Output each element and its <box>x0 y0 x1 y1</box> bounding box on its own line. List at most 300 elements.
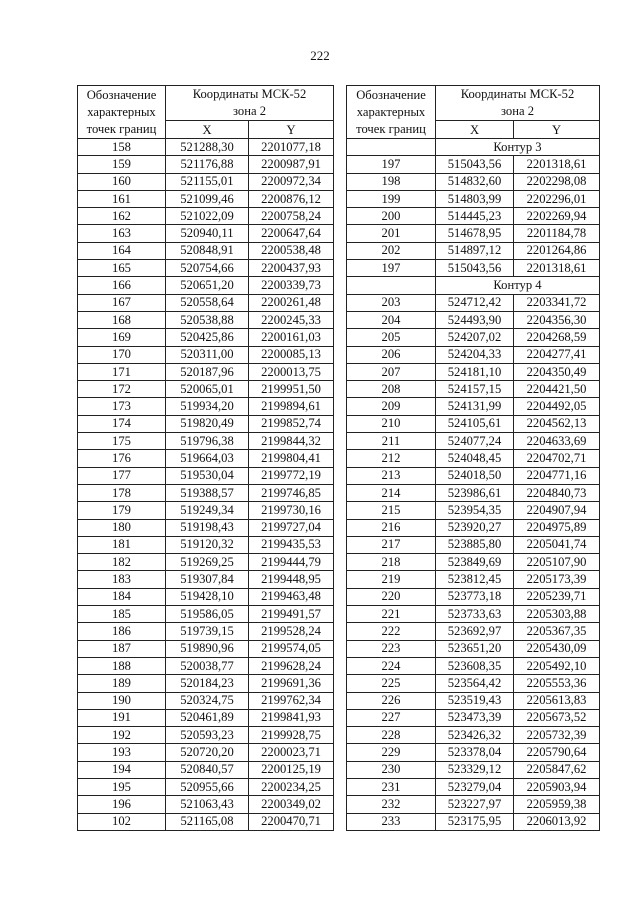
x-coordinate-cell: 520593,23 <box>166 727 249 744</box>
y-coordinate-cell: 2199844,32 <box>249 433 334 450</box>
table-row <box>347 260 600 277</box>
point-id-cell: 213 <box>347 467 436 484</box>
y-coordinate-cell: 2200085,13 <box>249 346 334 363</box>
y-coordinate-cell: 2204356,30 <box>514 311 600 328</box>
y-coordinate-cell: 2199852,74 <box>249 415 334 432</box>
x-coordinate-cell: 514803,99 <box>436 190 514 207</box>
y-coordinate-cell: 2205239,71 <box>514 588 600 605</box>
table-row <box>347 311 600 328</box>
point-id-cell: 203 <box>347 294 436 311</box>
y-coordinate-cell: 2199727,04 <box>249 519 334 536</box>
point-id-cell: 205 <box>347 329 436 346</box>
y-coordinate-cell: 2200161,03 <box>249 329 334 346</box>
y-coordinate-cell: 2205847,62 <box>514 761 600 778</box>
table-row <box>347 709 600 726</box>
point-id-cell: 223 <box>347 640 436 657</box>
point-id-cell: 219 <box>347 571 436 588</box>
x-coordinate-cell: 519586,05 <box>166 606 249 623</box>
point-id-cell: 201 <box>347 225 436 242</box>
table-row <box>347 571 600 588</box>
y-coordinate-cell: 2199730,16 <box>249 502 334 519</box>
x-coordinate-cell: 524493,90 <box>436 311 514 328</box>
point-id-cell: 170 <box>78 346 166 363</box>
y-coordinate-cell: 2200339,73 <box>249 277 334 294</box>
x-coordinate-cell: 519530,04 <box>166 467 249 484</box>
table-row <box>347 623 600 640</box>
table-row <box>347 398 600 415</box>
table-row <box>78 519 334 536</box>
point-id-cell: 225 <box>347 675 436 692</box>
y-coordinate-cell: 2205959,38 <box>514 796 600 813</box>
table-row <box>347 433 600 450</box>
header-label-line: Обозначение <box>356 87 426 102</box>
y-coordinate-cell: 2204907,94 <box>514 502 600 519</box>
point-id-cell: 190 <box>78 692 166 709</box>
x-coordinate-cell: 524105,61 <box>436 415 514 432</box>
table-row <box>78 761 334 778</box>
point-id-cell: 217 <box>347 536 436 553</box>
point-id-cell: 159 <box>78 156 166 173</box>
table-row <box>78 727 334 744</box>
y-coordinate-cell: 2205613,83 <box>514 692 600 709</box>
y-coordinate-cell: 2204702,71 <box>514 450 600 467</box>
table-row <box>78 415 334 432</box>
y-coordinate-cell: 2205790,64 <box>514 744 600 761</box>
x-coordinate-cell: 524157,15 <box>436 381 514 398</box>
contour-label: Контур 3 <box>436 139 600 156</box>
point-id-cell: 179 <box>78 502 166 519</box>
table-row <box>78 398 334 415</box>
y-coordinate-cell: 2200538,48 <box>249 242 334 259</box>
point-id-cell: 164 <box>78 242 166 259</box>
table-row <box>347 450 600 467</box>
point-id-cell: 173 <box>78 398 166 415</box>
y-coordinate-cell: 2201077,18 <box>249 139 334 156</box>
table-row <box>78 623 334 640</box>
header-label-line: точек границ <box>356 121 426 136</box>
point-id-cell: 194 <box>78 761 166 778</box>
y-coordinate-cell: 2199574,05 <box>249 640 334 657</box>
point-id-cell: 168 <box>78 311 166 328</box>
x-coordinate-cell: 515043,56 <box>436 156 514 173</box>
x-coordinate-cell: 519269,25 <box>166 554 249 571</box>
page-number: 222 <box>310 48 330 63</box>
table-row <box>78 433 334 450</box>
x-coordinate-cell: 523329,12 <box>436 761 514 778</box>
point-id-cell: 165 <box>78 260 166 277</box>
header-coord-line: Координаты МСК-52 <box>192 87 307 101</box>
table-row <box>347 415 600 432</box>
x-coordinate-cell: 524207,02 <box>436 329 514 346</box>
y-coordinate-cell: 2200987,91 <box>249 156 334 173</box>
point-id-cell: 180 <box>78 519 166 536</box>
x-coordinate-cell: 523227,97 <box>436 796 514 813</box>
y-coordinate-cell: 2199804,41 <box>249 450 334 467</box>
point-id-cell: 161 <box>78 190 166 207</box>
table-row <box>347 156 600 173</box>
x-coordinate-cell: 524131,99 <box>436 398 514 415</box>
table-row <box>78 346 334 363</box>
y-coordinate-cell: 2205041,74 <box>514 536 600 553</box>
point-id-cell: 197 <box>347 260 436 277</box>
x-coordinate-cell: 523426,32 <box>436 727 514 744</box>
point-id-cell: 160 <box>78 173 166 190</box>
table-row <box>347 536 600 553</box>
table-row <box>347 329 600 346</box>
x-coordinate-cell: 524048,45 <box>436 450 514 467</box>
y-coordinate-cell: 2200349,02 <box>249 796 334 813</box>
table-row <box>78 709 334 726</box>
x-coordinate-cell: 520558,64 <box>166 294 249 311</box>
y-coordinate-cell: 2205367,35 <box>514 623 600 640</box>
x-coordinate-cell: 519428,10 <box>166 588 249 605</box>
point-id-cell: 214 <box>347 484 436 501</box>
header-label-line: характерных <box>356 104 426 119</box>
table-row <box>78 778 334 795</box>
contour-label: Контур 4 <box>436 277 600 294</box>
table-row <box>78 675 334 692</box>
table-row <box>347 467 600 484</box>
x-coordinate-cell: 519388,57 <box>166 484 249 501</box>
header-coord-line: зона 2 <box>501 104 534 118</box>
x-coordinate-cell: 519796,38 <box>166 433 249 450</box>
table-row <box>78 294 334 311</box>
x-coordinate-cell: 521099,46 <box>166 190 249 207</box>
point-id-cell: 187 <box>78 640 166 657</box>
y-coordinate-cell: 2204840,73 <box>514 484 600 501</box>
x-coordinate-cell: 514897,12 <box>436 242 514 259</box>
x-coordinate-cell: 520940,11 <box>166 225 249 242</box>
y-coordinate-cell: 2199528,24 <box>249 623 334 640</box>
x-coordinate-cell: 520538,88 <box>166 311 249 328</box>
x-coordinate-cell: 520187,96 <box>166 363 249 380</box>
table-row <box>78 554 334 571</box>
column-header-x: X <box>436 121 514 139</box>
table-row <box>78 208 334 225</box>
table-row <box>347 761 600 778</box>
y-coordinate-cell: 2200125,19 <box>249 761 334 778</box>
y-coordinate-cell: 2200437,93 <box>249 260 334 277</box>
y-coordinate-cell: 2205107,90 <box>514 554 600 571</box>
x-coordinate-cell: 524204,33 <box>436 346 514 363</box>
y-coordinate-cell: 2199435,53 <box>249 536 334 553</box>
y-coordinate-cell: 2205673,52 <box>514 709 600 726</box>
point-id-cell: 229 <box>347 744 436 761</box>
x-coordinate-cell: 523849,69 <box>436 554 514 571</box>
y-coordinate-cell: 2204975,89 <box>514 519 600 536</box>
contour-row <box>347 139 600 156</box>
y-coordinate-cell: 2200245,33 <box>249 311 334 328</box>
y-coordinate-cell: 2199463,48 <box>249 588 334 605</box>
table-row <box>78 381 334 398</box>
column-header-x: X <box>166 121 249 139</box>
table-row <box>347 554 600 571</box>
coordinates-table-right <box>346 85 600 831</box>
table-row <box>78 640 334 657</box>
point-id-cell: 177 <box>78 467 166 484</box>
x-coordinate-cell: 520311,00 <box>166 346 249 363</box>
x-coordinate-cell: 519664,03 <box>166 450 249 467</box>
table-row <box>347 225 600 242</box>
table-row <box>78 657 334 674</box>
y-coordinate-cell: 2202269,94 <box>514 208 600 225</box>
table-row <box>347 692 600 709</box>
y-coordinate-cell: 2200758,24 <box>249 208 334 225</box>
y-coordinate-cell: 2205553,36 <box>514 675 600 692</box>
x-coordinate-cell: 514445,23 <box>436 208 514 225</box>
x-coordinate-cell: 520038,77 <box>166 657 249 674</box>
y-coordinate-cell: 2205303,88 <box>514 606 600 623</box>
x-coordinate-cell: 521288,30 <box>166 139 249 156</box>
table-row <box>78 502 334 519</box>
column-header-coordinates <box>436 86 600 121</box>
x-coordinate-cell: 520184,23 <box>166 675 249 692</box>
point-id-cell: 206 <box>347 346 436 363</box>
table-row <box>78 242 334 259</box>
y-coordinate-cell: 2199894,61 <box>249 398 334 415</box>
x-coordinate-cell: 524018,50 <box>436 467 514 484</box>
y-coordinate-cell: 2205430,09 <box>514 640 600 657</box>
table-row <box>78 692 334 709</box>
y-coordinate-cell: 2204492,05 <box>514 398 600 415</box>
table-row <box>78 467 334 484</box>
x-coordinate-cell: 523812,45 <box>436 571 514 588</box>
point-id-cell: 210 <box>347 415 436 432</box>
table-row <box>78 260 334 277</box>
x-coordinate-cell: 523519,43 <box>436 692 514 709</box>
table-row <box>78 363 334 380</box>
point-id-cell: 162 <box>78 208 166 225</box>
y-coordinate-cell: 2199691,36 <box>249 675 334 692</box>
x-coordinate-cell: 523608,35 <box>436 657 514 674</box>
point-id-cell: 222 <box>347 623 436 640</box>
y-coordinate-cell: 2204277,41 <box>514 346 600 363</box>
point-id-cell: 228 <box>347 727 436 744</box>
point-id-cell: 230 <box>347 761 436 778</box>
y-coordinate-cell: 2199448,95 <box>249 571 334 588</box>
table-row <box>347 208 600 225</box>
table-row <box>347 190 600 207</box>
y-coordinate-cell: 2203341,72 <box>514 294 600 311</box>
header-label-line: Обозначение <box>86 87 157 102</box>
contour-spacer-cell <box>347 139 436 156</box>
point-id-cell: 175 <box>78 433 166 450</box>
header-label-line: точек границ <box>86 121 157 136</box>
point-id-cell: 198 <box>347 173 436 190</box>
table-row <box>347 381 600 398</box>
y-coordinate-cell: 2200023,71 <box>249 744 334 761</box>
x-coordinate-cell: 521155,01 <box>166 173 249 190</box>
y-coordinate-cell: 2206013,92 <box>514 813 600 830</box>
x-coordinate-cell: 519739,15 <box>166 623 249 640</box>
coordinates-table-left <box>77 85 334 831</box>
point-id-cell: 191 <box>78 709 166 726</box>
x-coordinate-cell: 521063,43 <box>166 796 249 813</box>
table-row <box>78 588 334 605</box>
x-coordinate-cell: 523692,97 <box>436 623 514 640</box>
x-coordinate-cell: 523733,63 <box>436 606 514 623</box>
y-coordinate-cell: 2204268,59 <box>514 329 600 346</box>
table-body-left <box>78 139 334 831</box>
column-header-coordinates <box>166 86 334 121</box>
x-coordinate-cell: 519307,84 <box>166 571 249 588</box>
point-id-cell: 218 <box>347 554 436 571</box>
table-row <box>347 346 600 363</box>
x-coordinate-cell: 520065,01 <box>166 381 249 398</box>
point-id-cell: 212 <box>347 450 436 467</box>
point-id-cell: 167 <box>78 294 166 311</box>
contour-spacer-cell <box>347 277 436 294</box>
x-coordinate-cell: 523920,27 <box>436 519 514 536</box>
point-id-cell: 183 <box>78 571 166 588</box>
point-id-cell: 176 <box>78 450 166 467</box>
point-id-cell: 224 <box>347 657 436 674</box>
x-coordinate-cell: 520425,86 <box>166 329 249 346</box>
y-coordinate-cell: 2200470,71 <box>249 813 334 830</box>
point-id-cell: 226 <box>347 692 436 709</box>
table-row <box>78 311 334 328</box>
x-coordinate-cell: 520848,91 <box>166 242 249 259</box>
point-id-cell: 231 <box>347 778 436 795</box>
point-id-cell: 202 <box>347 242 436 259</box>
point-id-cell: 166 <box>78 277 166 294</box>
table-row <box>78 536 334 553</box>
point-id-cell: 208 <box>347 381 436 398</box>
y-coordinate-cell: 2200972,34 <box>249 173 334 190</box>
point-id-cell: 174 <box>78 415 166 432</box>
x-coordinate-cell: 515043,56 <box>436 260 514 277</box>
y-coordinate-cell: 2199762,34 <box>249 692 334 709</box>
point-id-cell: 204 <box>347 311 436 328</box>
column-header-y: Y <box>514 121 600 139</box>
x-coordinate-cell: 519820,49 <box>166 415 249 432</box>
y-coordinate-cell: 2199951,50 <box>249 381 334 398</box>
table-row <box>78 225 334 242</box>
x-coordinate-cell: 521165,08 <box>166 813 249 830</box>
x-coordinate-cell: 514832,60 <box>436 173 514 190</box>
table-row <box>347 484 600 501</box>
y-coordinate-cell: 2205903,94 <box>514 778 600 795</box>
y-coordinate-cell: 2199444,79 <box>249 554 334 571</box>
point-id-cell: 169 <box>78 329 166 346</box>
point-id-cell: 178 <box>78 484 166 501</box>
table-row <box>78 156 334 173</box>
point-id-cell: 184 <box>78 588 166 605</box>
y-coordinate-cell: 2200261,48 <box>249 294 334 311</box>
table-row <box>78 813 334 830</box>
table-body-right <box>347 139 600 831</box>
x-coordinate-cell: 520840,57 <box>166 761 249 778</box>
column-header-point-label <box>347 86 436 139</box>
point-id-cell: 171 <box>78 363 166 380</box>
point-id-cell: 102 <box>78 813 166 830</box>
table-row <box>78 277 334 294</box>
header-coord-line: зона 2 <box>233 104 266 118</box>
point-id-cell: 216 <box>347 519 436 536</box>
header-coord-line: Координаты МСК-52 <box>460 87 575 101</box>
x-coordinate-cell: 524712,42 <box>436 294 514 311</box>
table-row <box>347 588 600 605</box>
y-coordinate-cell: 2200013,75 <box>249 363 334 380</box>
y-coordinate-cell: 2204562,13 <box>514 415 600 432</box>
table-row <box>78 329 334 346</box>
table-row <box>78 796 334 813</box>
x-coordinate-cell: 523473,39 <box>436 709 514 726</box>
table-row <box>347 744 600 761</box>
x-coordinate-cell: 519120,32 <box>166 536 249 553</box>
table-row <box>347 173 600 190</box>
point-id-cell: 181 <box>78 536 166 553</box>
y-coordinate-cell: 2205492,10 <box>514 657 600 674</box>
y-coordinate-cell: 2204633,69 <box>514 433 600 450</box>
table-row <box>78 744 334 761</box>
y-coordinate-cell: 2200876,12 <box>249 190 334 207</box>
point-id-cell: 192 <box>78 727 166 744</box>
y-coordinate-cell: 2204421,50 <box>514 381 600 398</box>
x-coordinate-cell: 523986,61 <box>436 484 514 501</box>
y-coordinate-cell: 2201318,61 <box>514 156 600 173</box>
contour-row <box>347 277 600 294</box>
y-coordinate-cell: 2199491,57 <box>249 606 334 623</box>
x-coordinate-cell: 523175,95 <box>436 813 514 830</box>
x-coordinate-cell: 523954,35 <box>436 502 514 519</box>
table-row <box>347 519 600 536</box>
point-id-cell: 209 <box>347 398 436 415</box>
y-coordinate-cell: 2200234,25 <box>249 778 334 795</box>
x-coordinate-cell: 520651,20 <box>166 277 249 294</box>
point-id-cell: 172 <box>78 381 166 398</box>
y-coordinate-cell: 2200647,64 <box>249 225 334 242</box>
point-id-cell: 188 <box>78 657 166 674</box>
x-coordinate-cell: 514678,95 <box>436 225 514 242</box>
point-id-cell: 158 <box>78 139 166 156</box>
point-id-cell: 233 <box>347 813 436 830</box>
x-coordinate-cell: 520754,66 <box>166 260 249 277</box>
point-id-cell: 220 <box>347 588 436 605</box>
y-coordinate-cell: 2202296,01 <box>514 190 600 207</box>
y-coordinate-cell: 2199746,85 <box>249 484 334 501</box>
table-row <box>347 606 600 623</box>
y-coordinate-cell: 2201264,86 <box>514 242 600 259</box>
table-row <box>347 796 600 813</box>
table-row <box>78 139 334 156</box>
x-coordinate-cell: 523773,18 <box>436 588 514 605</box>
column-header-y: Y <box>249 121 334 139</box>
x-coordinate-cell: 521176,88 <box>166 156 249 173</box>
x-coordinate-cell: 520461,89 <box>166 709 249 726</box>
table-row <box>347 363 600 380</box>
y-coordinate-cell: 2199628,24 <box>249 657 334 674</box>
y-coordinate-cell: 2204771,16 <box>514 467 600 484</box>
x-coordinate-cell: 521022,09 <box>166 208 249 225</box>
table-row <box>347 813 600 830</box>
table-row <box>347 727 600 744</box>
point-id-cell: 197 <box>347 156 436 173</box>
table-row <box>347 640 600 657</box>
point-id-cell: 232 <box>347 796 436 813</box>
x-coordinate-cell: 523279,04 <box>436 778 514 795</box>
y-coordinate-cell: 2199772,19 <box>249 467 334 484</box>
y-coordinate-cell: 2202298,08 <box>514 173 600 190</box>
point-id-cell: 199 <box>347 190 436 207</box>
x-coordinate-cell: 519934,20 <box>166 398 249 415</box>
table-row <box>347 675 600 692</box>
x-coordinate-cell: 523378,04 <box>436 744 514 761</box>
x-coordinate-cell: 523564,42 <box>436 675 514 692</box>
x-coordinate-cell: 524181,10 <box>436 363 514 380</box>
point-id-cell: 185 <box>78 606 166 623</box>
x-coordinate-cell: 519198,43 <box>166 519 249 536</box>
